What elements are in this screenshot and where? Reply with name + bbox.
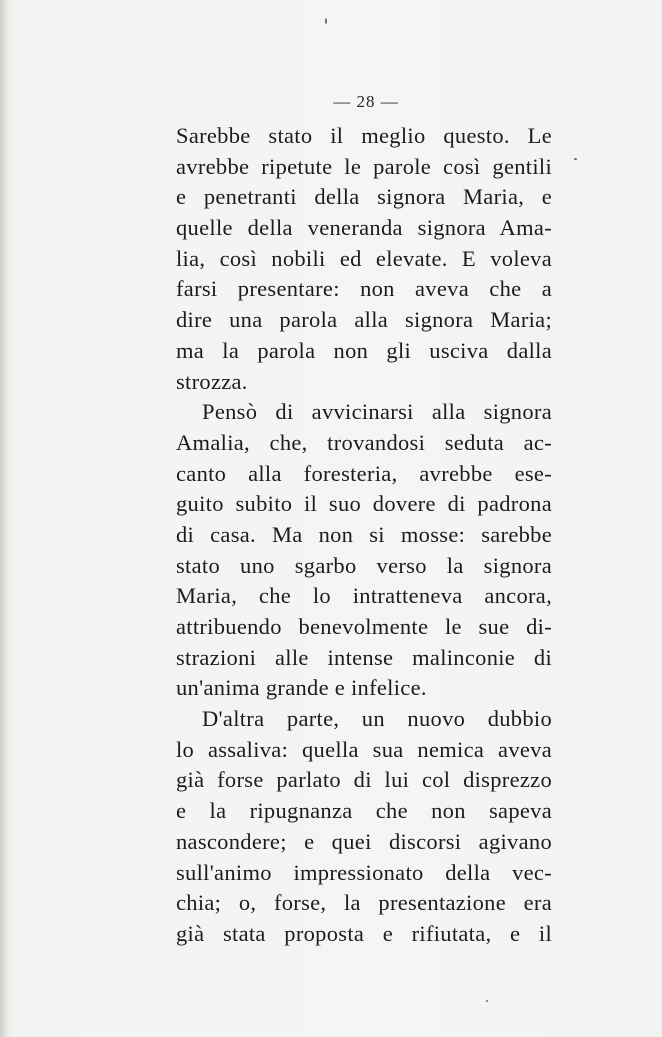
text-line: già forse parlato di lui col disprezzo xyxy=(176,767,552,793)
text-line: già stata proposta e rifiutata, e il xyxy=(176,920,552,946)
text-line: Amalia, che, trovandosi seduta ac- xyxy=(176,429,552,455)
print-speck xyxy=(486,1000,488,1002)
text-line: un'anima grande e infelice. xyxy=(176,675,427,701)
text-line: guito subito il suo dovere di padrona xyxy=(176,491,552,517)
text-line: canto alla foresteria, avrebbe ese- xyxy=(176,460,552,486)
text-line: strazioni alle intense malinconie di xyxy=(176,644,552,670)
text-line: chia; o, forse, la presentazione era xyxy=(176,890,552,916)
text-line: Pensò di avvicinarsi alla signora xyxy=(202,399,552,425)
text-line: stato uno sgarbo verso la signora xyxy=(176,552,552,578)
text-line: e penetranti della signora Maria, e xyxy=(176,184,552,210)
text-line: ma la parola non gli usciva dalla xyxy=(176,337,552,363)
text-line: quelle della veneranda signora Ama- xyxy=(176,215,552,241)
text-line: Sarebbe stato il meglio questo. Le xyxy=(176,123,552,148)
paragraph-2 xyxy=(176,397,552,704)
text-line: D'altra parte, un nuovo dubbio xyxy=(202,706,552,732)
print-speck xyxy=(325,18,327,24)
body-text xyxy=(176,121,552,950)
paragraph-1 xyxy=(176,121,552,397)
text-line: Maria, che lo intratteneva ancora, xyxy=(176,583,552,609)
page-binding-edge xyxy=(0,0,8,1037)
text-line: attribuendo benevolmente le sue di- xyxy=(176,614,552,639)
text-line: e la ripugnanza che non sapeva xyxy=(176,798,552,824)
paragraph-3 xyxy=(176,704,552,950)
text-line: di casa. Ma non si mosse: sarebbe xyxy=(176,521,552,547)
text-line: avrebbe ripetute le parole così gentili xyxy=(176,153,552,179)
text-line: sull'animo impressionato della vec- xyxy=(176,859,552,885)
text-line: lo assaliva: quella sua nemica aveva xyxy=(176,736,552,762)
print-speck xyxy=(574,158,577,160)
text-line: dire una parola alla signora Maria; xyxy=(176,307,552,333)
page-number: — 28 — xyxy=(333,92,399,111)
text-line: strozza. xyxy=(176,368,248,394)
text-line: nascondere; e quei discorsi agivano xyxy=(176,828,552,854)
text-line: farsi presentare: non aveva che a xyxy=(176,276,552,302)
text-line: lia, così nobili ed elevate. E voleva xyxy=(176,245,552,271)
